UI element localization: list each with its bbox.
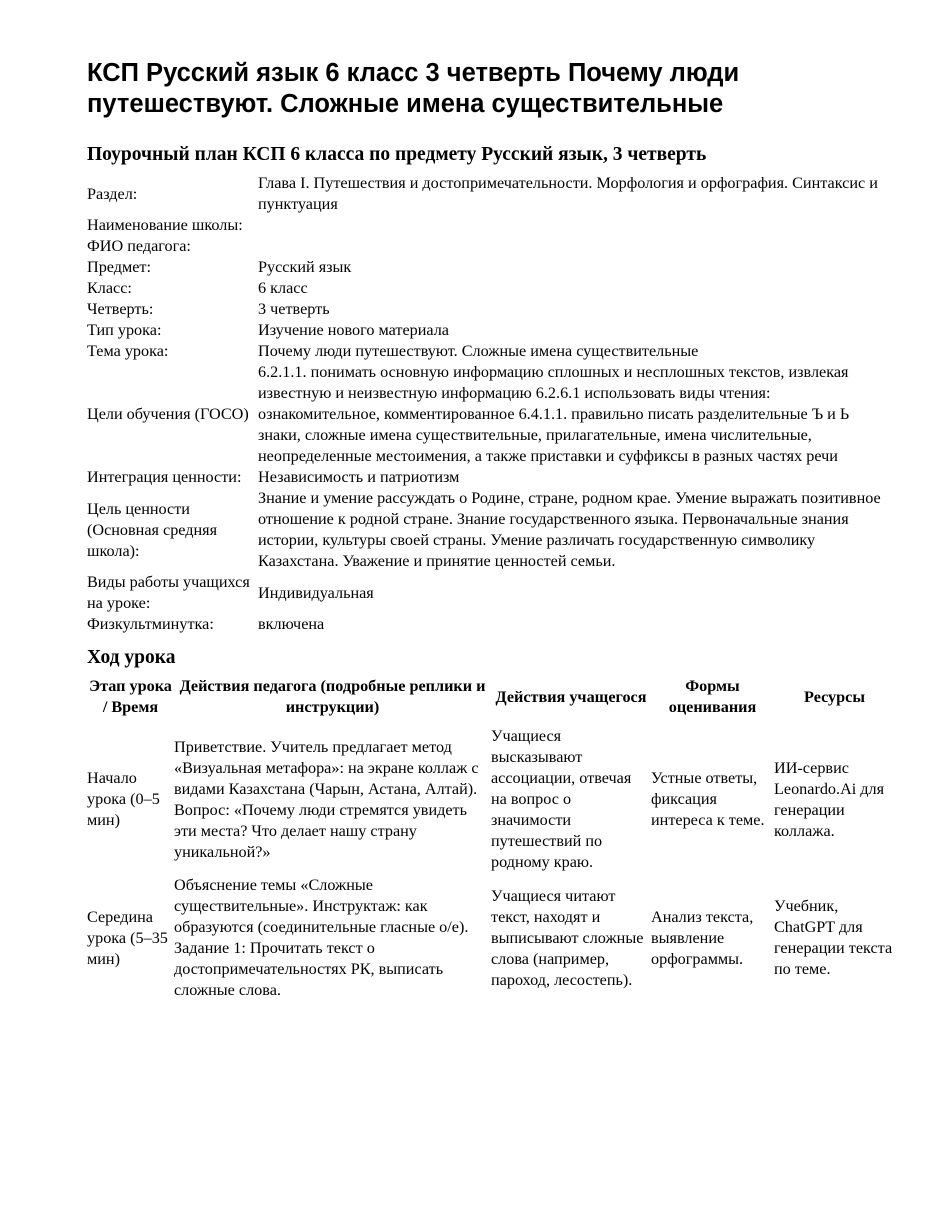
info-row-school: [87, 215, 895, 236]
info-label: Виды работы учащихся на уроке:: [87, 573, 250, 612]
column-header-student-actions: Действия учащегося: [495, 687, 647, 706]
cell-teacher-actions: Объяснение темы «Сложные существительные». Инструктаж: как образуются (соединительные гласные о/е). Задание 1: Прочитать текст о достопримечательностях РК, выписать сложные слова.: [174, 876, 469, 999]
info-row-value-integration: [87, 467, 895, 488]
cell-assessment: Анализ текста, выявление орфограммы.: [651, 907, 754, 968]
info-label: ФИО педагога:: [87, 237, 191, 255]
plan-subtitle: Поурочный план КСП 6 класса по предмету Русский язык, 3 четверть: [87, 144, 707, 165]
info-table: [87, 173, 895, 635]
column-header-resources: Ресурсы: [804, 687, 865, 706]
info-label: Интеграция ценности:: [87, 468, 242, 486]
info-row-topic: [87, 341, 895, 362]
info-label: Класс:: [87, 279, 132, 297]
info-value: [258, 236, 895, 257]
info-value: 3 четверть: [258, 300, 330, 318]
info-label: Предмет:: [87, 258, 151, 276]
info-value: Русский язык: [258, 258, 352, 276]
info-row-value-goal: [87, 488, 895, 572]
table-row: [87, 875, 895, 1003]
cell-teacher-actions: Приветствие. Учитель предлагает метод «Визуальная метафора»: на экране коллаж с видами Казахстана (Чарын, Астана, Алтай). Вопрос: «Почему люди стремятся увидеть эти места? Что делает нашу страну уникальной?»: [174, 737, 479, 861]
info-value: 6 класс: [258, 279, 308, 297]
info-label: Физкультминутка:: [87, 615, 214, 633]
info-value: Изучение нового материала: [258, 321, 449, 339]
info-label: Тип урока:: [87, 321, 162, 339]
info-label: Раздел:: [87, 184, 138, 203]
info-label: Четверть:: [87, 300, 154, 318]
info-value: включена: [258, 615, 325, 633]
info-row-goals: [87, 362, 895, 467]
info-row-quarter: [87, 299, 895, 320]
lesson-table: [87, 676, 895, 1003]
column-header-assessment: Формы оценивания: [668, 677, 757, 716]
info-value: Глава I. Путешествия и достопримечательности. Морфология и орфография. Синтаксис и пунктуация: [258, 174, 878, 213]
info-value: Индивидуальная: [258, 583, 374, 602]
info-row-work-types: [87, 572, 895, 614]
cell-resources: Учебник, ChatGPT для генерации текста по теме.: [774, 897, 893, 978]
table-row: [87, 726, 895, 875]
info-label: Наименование школы:: [87, 216, 243, 234]
info-label: Тема урока:: [87, 342, 169, 360]
info-value: [258, 215, 895, 236]
info-value: Почему люди путешествуют. Сложные имена существительные: [258, 342, 699, 360]
info-value: 6.2.1.1. понимать основную информацию сплошных и несплошных текстов, извлекая известную и неизвестную информацию 6.2.6.1 использовать виды чтения: ознакомительное, комментированное 6.4.1.1. правильно писать разделительные Ъ и Ь знаки, сложные имена существительные, прилагательные, имена числительные, неопределенные местоимения, а также приставки и суффиксы в разных частях речи: [258, 363, 850, 465]
info-label: Цель ценности (Основная средняя школа):: [87, 499, 218, 560]
info-row-subject: [87, 257, 895, 278]
info-value: Знание и умение рассуждать о Родине, стране, родном крае. Умение выражать позитивное отношение к родной стране. Знание государственного языка. Первоначальные знания истории, культуры своей страны. Умение различать государственную символику Казахстана. Уважение и принятие ценностей семьи.: [258, 489, 881, 570]
document-page: [87, 58, 895, 1003]
info-row-teacher: [87, 236, 895, 257]
lesson-heading: Ход урока: [87, 647, 176, 668]
info-row-section: [87, 173, 895, 215]
info-row-grade: [87, 278, 895, 299]
document-title: КСП Русский язык 6 класс 3 четверть Почему люди путешествуют. Сложные имена существительные: [87, 59, 740, 118]
cell-student-actions: Учащиеся высказывают ассоциации, отвечая на вопрос о значимости путешествий по родному краю.: [491, 727, 632, 871]
info-row-lesson-type: [87, 320, 895, 341]
lesson-header-row: [87, 676, 895, 726]
column-header-stage: Этап урока / Время: [89, 677, 172, 716]
cell-stage: Начало урока (0–5 мин): [87, 769, 160, 829]
cell-resources: ИИ-сервис Leonardo.Ai для генерации коллажа.: [774, 758, 885, 840]
info-value: Независимость и патриотизм: [258, 468, 460, 486]
info-row-exercise-break: [87, 614, 895, 635]
info-label: Цели обучения (ГОСО): [87, 405, 249, 423]
cell-assessment: Устные ответы, фиксация интереса к теме.: [651, 769, 765, 829]
column-header-teacher-actions: Действия педагога (подробные реплики и инструкции): [179, 677, 486, 716]
cell-stage: Середина урока (5–35 мин): [87, 907, 168, 968]
cell-student-actions: Учащиеся читают текст, находят и выписывают сложные слова (например, пароход, лесостепь).: [491, 886, 644, 989]
